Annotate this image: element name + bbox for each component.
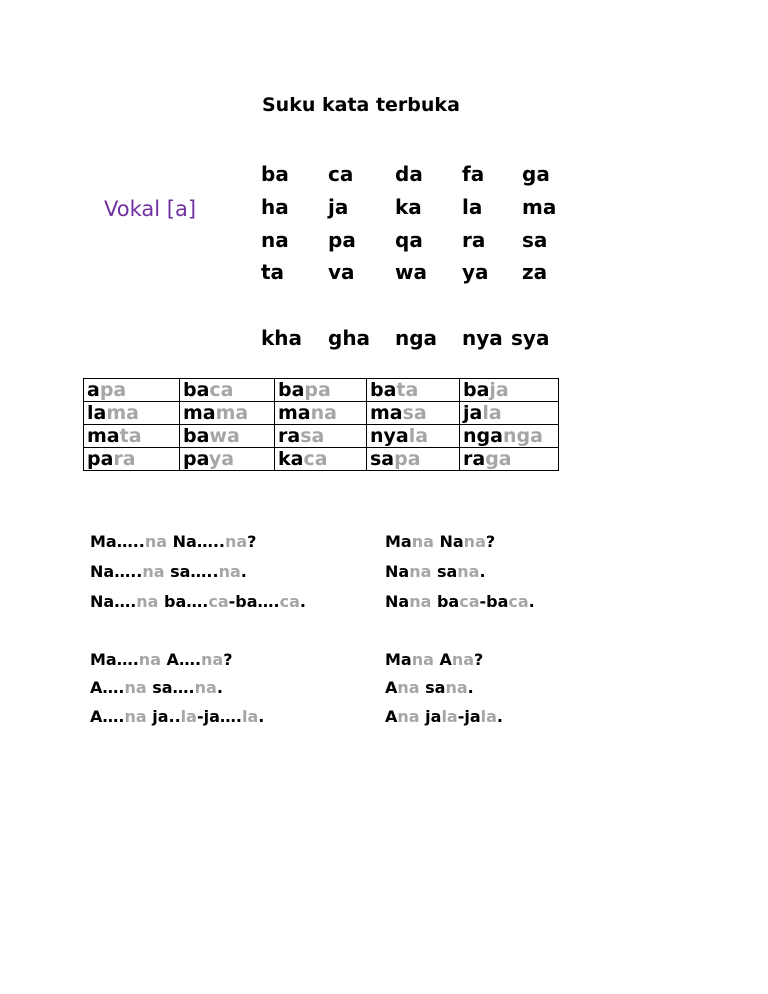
syllable: sa (522, 228, 548, 252)
sentence-read: Mana Nana? (385, 532, 496, 551)
word-cell: bawa (180, 425, 275, 448)
word-cell: masa (367, 402, 460, 425)
word-cell: apa (84, 379, 180, 402)
word-cell: bapa (275, 379, 367, 402)
word-cell: nyala (367, 425, 460, 448)
vokal-label: Vokal [a] (104, 197, 197, 221)
syllable: la (462, 195, 483, 219)
word-cell: para (84, 448, 180, 471)
syllable: ta (261, 260, 285, 284)
page-title: Suku kata terbuka (262, 94, 460, 116)
syllable: ka (395, 195, 422, 219)
word-cell: lama (84, 402, 180, 425)
word-cell: mana (275, 402, 367, 425)
sentence-spelled: Ma…..na Na…..na? (90, 532, 257, 551)
syllable: nya (462, 326, 503, 350)
word-cell: nganga (460, 425, 559, 448)
word-table (83, 378, 559, 471)
syllable: ga (522, 162, 550, 186)
syllable: ra (462, 228, 486, 252)
sentence-spelled: Ma….na A….na? (90, 650, 233, 669)
sentence-spelled: Na…..na sa…..na. (90, 562, 247, 581)
syllable: pa (328, 228, 356, 252)
word-cell: sapa (367, 448, 460, 471)
syllable: na (261, 228, 289, 252)
sentence-spelled: Na….na ba….ca-ba….ca. (90, 592, 306, 611)
sentence-read: Nana baca-baca. (385, 592, 535, 611)
syllable: da (395, 162, 423, 186)
word-cell: rasa (275, 425, 367, 448)
word-cell: baja (460, 379, 559, 402)
word-cell: mata (84, 425, 180, 448)
syllable: kha (261, 326, 303, 350)
syllable: qa (395, 228, 423, 252)
word-cell: kaca (275, 448, 367, 471)
sentence-read: Ana sana. (385, 678, 474, 697)
syllable: za (522, 260, 548, 284)
word-cell: bata (367, 379, 460, 402)
syllable: ha (261, 195, 289, 219)
word-cell: mama (180, 402, 275, 425)
syllable: fa (462, 162, 485, 186)
syllable: sya (511, 326, 550, 350)
word-cell: jala (460, 402, 559, 425)
syllable: wa (395, 260, 427, 284)
table-row (84, 425, 559, 448)
syllable: ya (462, 260, 489, 284)
syllable: ma (522, 195, 557, 219)
syllable: nga (395, 326, 438, 350)
syllable: ca (328, 162, 354, 186)
word-cell: raga (460, 448, 559, 471)
sentence-read: Ana jala-jala. (385, 707, 503, 726)
syllable: ja (328, 195, 349, 219)
sentence-read: Nana sana. (385, 562, 486, 581)
table-row (84, 402, 559, 425)
table-row (84, 379, 559, 402)
sentence-spelled: A….na sa….na. (90, 678, 223, 697)
table-row (84, 448, 559, 471)
sentence-spelled: A….na ja..la-ja….la. (90, 707, 265, 726)
syllable: gha (328, 326, 371, 350)
sentence-read: Mana Ana? (385, 650, 484, 669)
syllable: ba (261, 162, 289, 186)
word-cell: paya (180, 448, 275, 471)
word-cell: baca (180, 379, 275, 402)
syllable: va (328, 260, 355, 284)
